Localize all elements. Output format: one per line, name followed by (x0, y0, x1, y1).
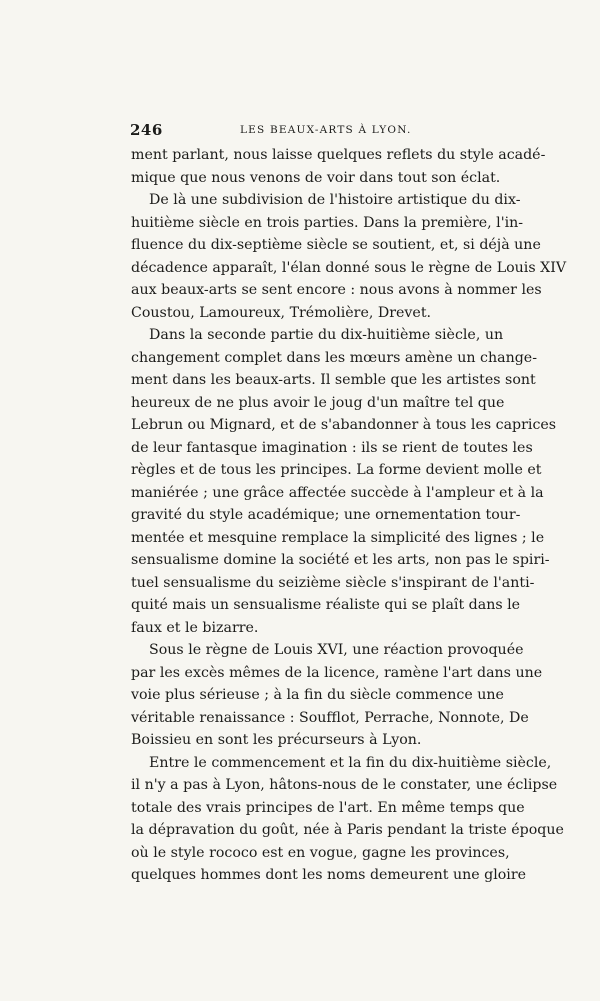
running-head (130, 121, 500, 141)
text-line: décadence apparaît, l'élan donné sous le règne de Louis XIV (131, 259, 567, 276)
text-line: Coustou, Lamoureux, Trémolière, Drevet. (131, 304, 432, 321)
text-line: Sous le règne de Louis XVI, une réaction provoquée (149, 642, 524, 658)
text-line: ment dans les beaux-arts. Il semble que les artistes sont (131, 372, 536, 388)
text-line: De là une subdivision de l'histoire artistique du dix- (149, 192, 521, 208)
text-line: quité mais un sensualisme réaliste qui se plaît dans le (131, 597, 521, 613)
text-line: il n'y a pas à Lyon, hâtons-nous de le constater, une éclipse (131, 777, 558, 793)
text-line: règles et de tous les principes. La forme devient molle et (131, 462, 542, 478)
text-line: huitième siècle en trois parties. Dans la première, l'in- (131, 214, 524, 231)
text-line: fluence du dix-septième siècle se soutient, et, si déjà une (131, 237, 541, 253)
text-line: tuel sensualisme du seizième siècle s'inspirant de l'anti- (131, 574, 535, 591)
text-line: sensualisme domine la société et les arts, non pas le spiri- (131, 552, 550, 568)
text-line: maniérée ; une grâce affectée succède à l'ampleur et à la (131, 484, 544, 501)
text-line: la dépravation du goût, née à Paris pendant la triste époque (131, 822, 564, 838)
text-line: changement complet dans les mœurs amène un change- (131, 349, 537, 366)
text-line: mentée et mesquine remplace la simplicité des lignes ; le (131, 529, 545, 546)
text-line: Boissieu en sont les précurseurs à Lyon. (131, 732, 422, 748)
text-line: Entre le commencement et la fin du dix-huitième siècle, (149, 754, 552, 771)
text-line: Lebrun ou Mignard, et de s'abandonner à tous les caprices (131, 417, 557, 433)
text-line: mique que nous venons de voir dans tout son éclat. (131, 169, 501, 186)
text-line: totale des vrais principes de l'art. En même temps que (131, 799, 525, 816)
text-line: ment parlant, nous laisse quelques reflets du style acadé- (131, 147, 546, 163)
text-line: voie plus sérieuse ; à la fin du siècle commence une (131, 687, 504, 703)
text-line: aux beaux-arts se sent encore : nous avons à nommer les (131, 282, 542, 298)
text-line: véritable renaissance : Soufflot, Perrache, Nonnote, De (131, 709, 529, 726)
page-number: 246 (130, 121, 163, 139)
text-line: quelques hommes dont les noms demeurent une gloire (131, 867, 526, 883)
text-line: faux et le bizarre. (131, 619, 259, 636)
text-line: par les excès mêmes de la licence, ramène l'art dans une (131, 664, 543, 681)
running-title: LES BEAUX-ARTS À LYON. (240, 124, 412, 136)
text-line: gravité du style académique; une ornementation tour- (131, 507, 521, 523)
body-text (131, 144, 567, 887)
text-line: de leur fantasque imagination : ils se rient de toutes les (131, 439, 533, 456)
text-line: où le style rococo est en vogue, gagne les provinces, (131, 844, 510, 861)
text-line: Dans la seconde partie du dix-huitième siècle, un (149, 327, 504, 343)
text-line: heureux de ne plus avoir le joug d'un maître tel que (131, 394, 505, 411)
